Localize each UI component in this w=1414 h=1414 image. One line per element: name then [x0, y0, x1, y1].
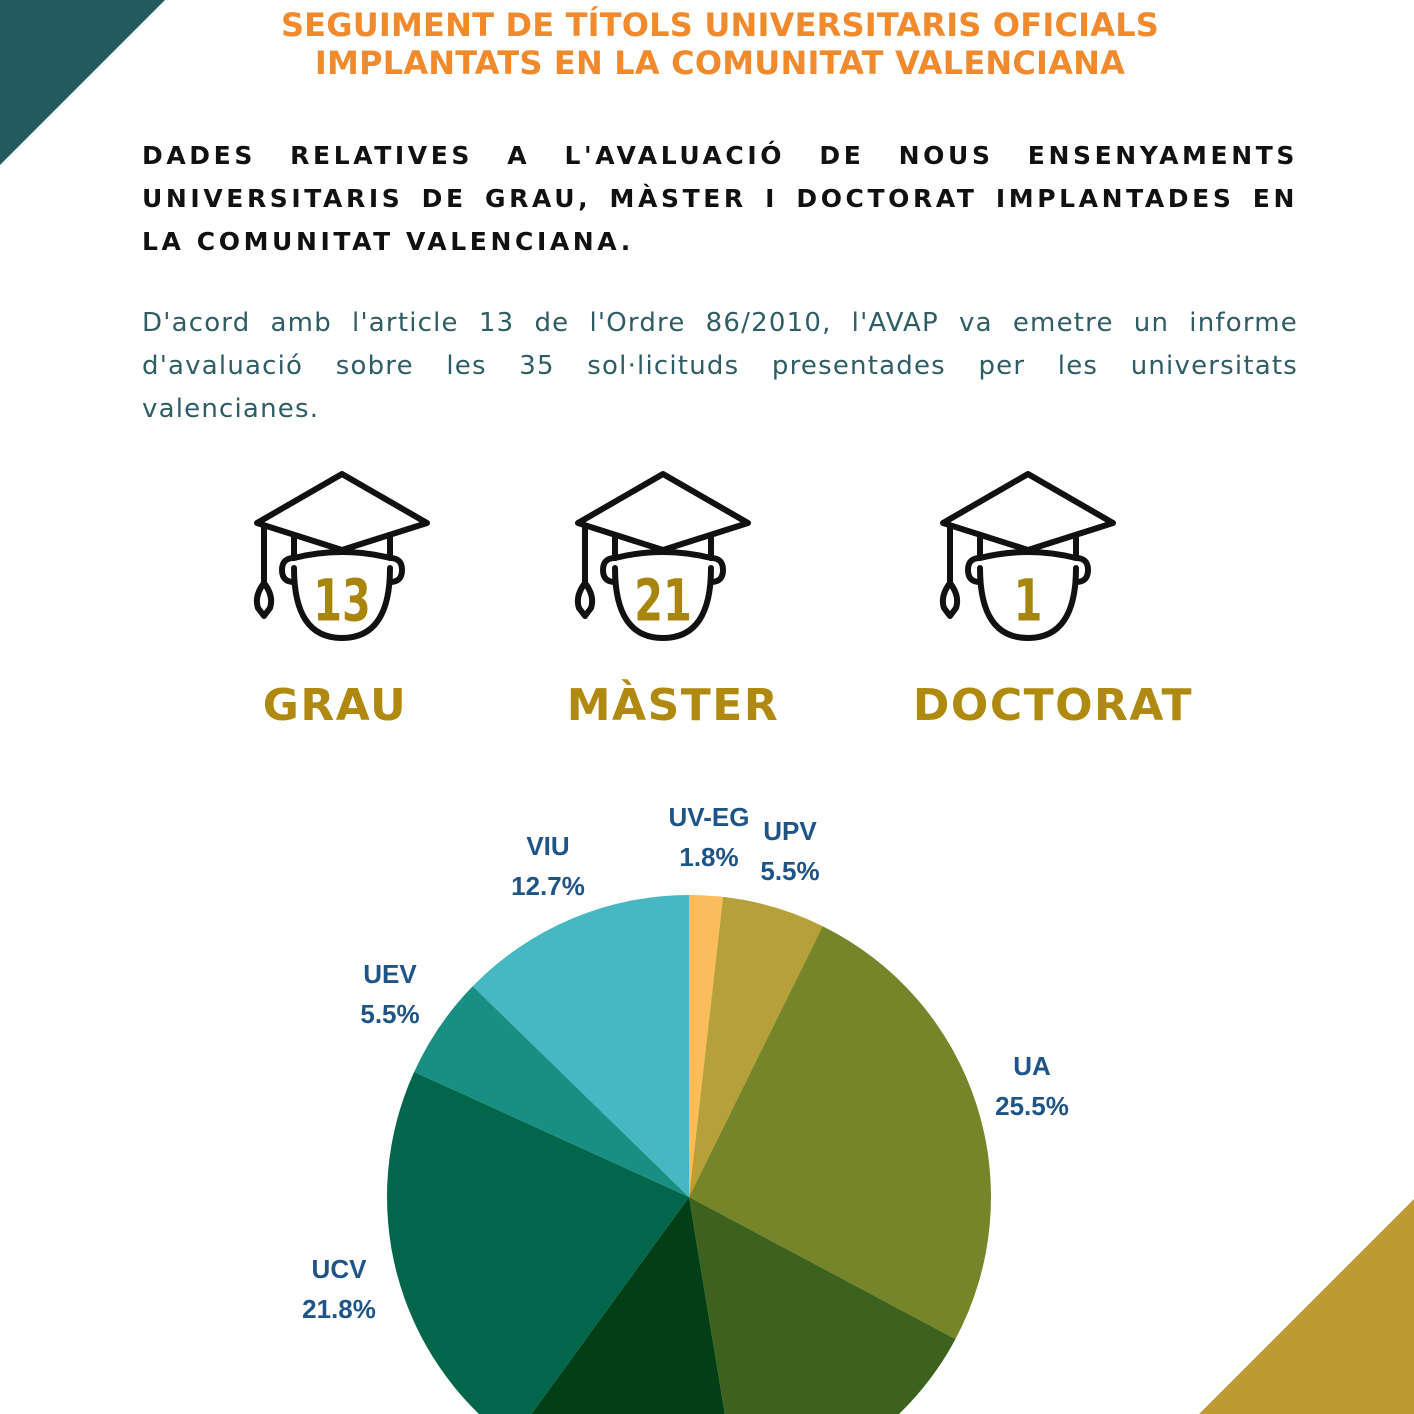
page-subtitle: DADES RELATIVES A L'AVALUACIÓ DE NOUS ENSENYAMENTS UNIVERSITARIS DE GRAU, MÀSTER I DOCTORAT IMPLANTADES EN LA COMUNITAT VALENCIANA. [142, 141, 1298, 256]
pie-label-viu: VIU 12.7% [511, 831, 585, 901]
pie-label-upv: UPV 5.5% [760, 816, 820, 886]
intro-paragraph: D'acord amb l'article 13 de l'Ordre 86/2010, l'AVAP va emetre un informe d'avaluació sobre les 35 sol·licituds presentades per les universitats valencianes. [142, 308, 1298, 424]
master-label: MÀSTER [566, 680, 780, 731]
grau-label: GRAU [262, 680, 408, 731]
title-line-2: IMPLANTATS EN LA COMUNITAT VALENCIANA [314, 44, 1126, 82]
pie-label-uv-eg: UV-EG 1.8% [668, 802, 750, 872]
pie-label-uev: UEV 5.5% [360, 959, 420, 1029]
pie-label-ua: UA 25.5% [995, 1051, 1069, 1121]
master-count: 21 [634, 568, 692, 635]
doctorat-label: DOCTORAT [912, 680, 1194, 731]
title-line-1: SEGUIMENT DE TÍTOLS UNIVERSITARIS OFICIALS [280, 6, 1160, 44]
pie-label-ucv: UCV 21.8% [302, 1254, 376, 1324]
doctorat-count: 1 [1013, 568, 1043, 635]
grau-count: 13 [313, 568, 371, 635]
